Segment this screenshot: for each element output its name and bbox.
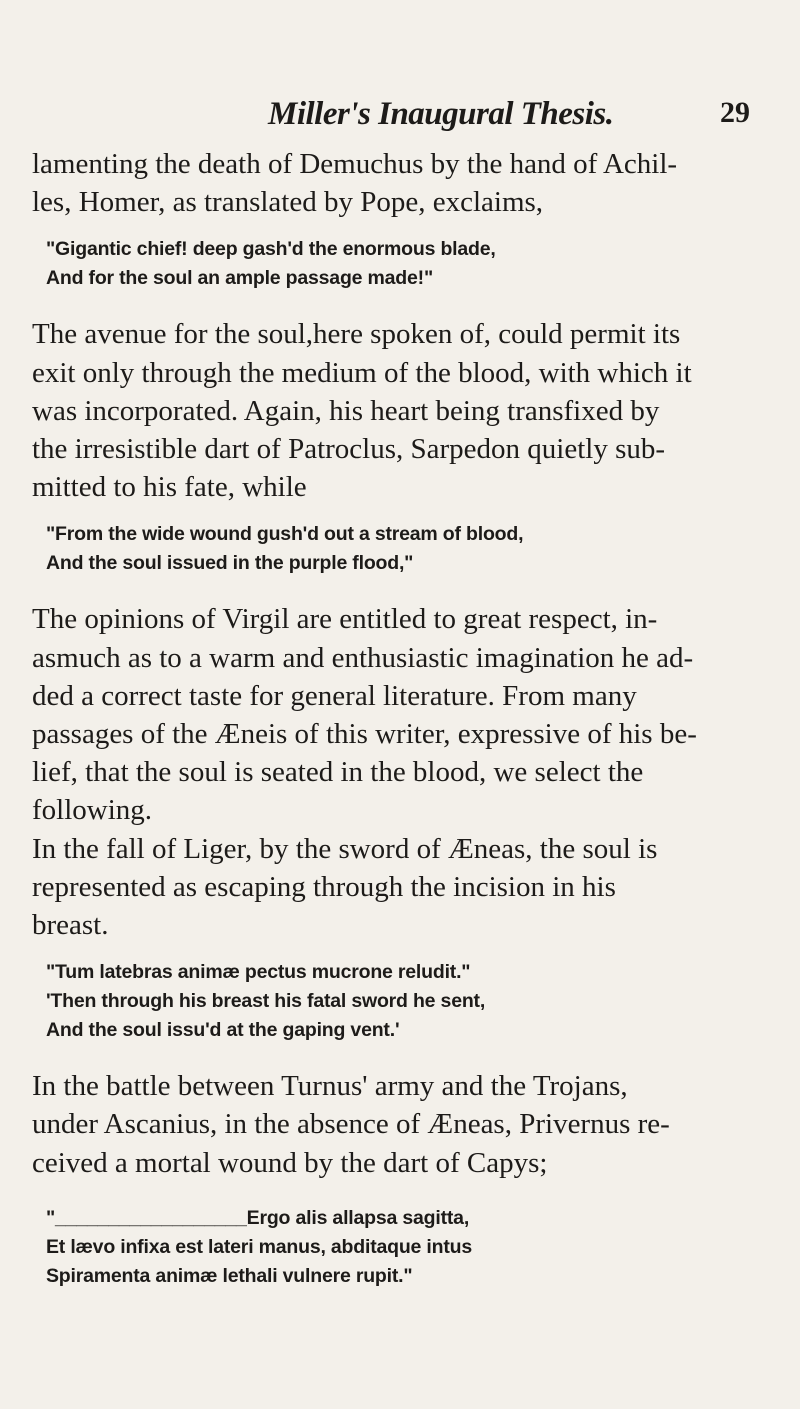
text-line: In the battle between Turnus' army and the Trojans,: [32, 1070, 628, 1103]
quote-line: "From the wide wound gush'd out a stream of blood,: [46, 523, 524, 546]
page-body: [32, 145, 772, 1291]
text-line: les, Homer, as translated by Pope, exclaims,: [32, 186, 544, 219]
text-line: The opinions of Virgil are entitled to great respect, in-: [32, 603, 658, 636]
quote-tum-latebras: [32, 958, 772, 1045]
quote-ergo-alis: [32, 1204, 772, 1291]
paragraph-turnus-battle: [32, 1067, 772, 1182]
quote-line: "__________________Ergo alis allapsa sagitta,: [46, 1206, 470, 1229]
page-number: 29: [720, 96, 750, 129]
page-header: [0, 96, 800, 136]
text-line: under Ascanius, in the absence of Æneas, Privernus re-: [32, 1108, 670, 1141]
text-line: In the fall of Liger, by the sword of Æneas, the soul is: [32, 832, 658, 865]
quote-line: Spiramenta animæ lethali vulnere rupit.": [46, 1264, 413, 1287]
paragraph-avenue-of-soul: [32, 315, 772, 506]
paragraph-homer-intro: [32, 145, 772, 221]
quote-line: 'Then through his breast his fatal sword he sent,: [46, 990, 486, 1013]
quote-pope-gigantic-chief: [32, 235, 772, 293]
paragraph-fall-of-liger: [32, 830, 772, 945]
text-line: asmuch as to a warm and enthusiastic imagination he ad-: [32, 641, 694, 674]
text-line: ceived a mortal wound by the dart of Capys;: [32, 1146, 548, 1179]
quote-line: Et lævo infixa est lateri manus, abditaque intus: [46, 1235, 472, 1258]
text-line: mitted to his fate, while: [32, 471, 307, 504]
text-line: lamenting the death of Demuchus by the hand of Achil-: [32, 148, 678, 180]
text-line: breast.: [32, 909, 109, 942]
quote-line: "Tum latebras animæ pectus mucrone reludit.": [46, 961, 471, 984]
text-line: passages of the Æneis of this writer, expressive of his be-: [32, 718, 697, 751]
quote-line: "Gigantic chief! deep gash'd the enormous blade,: [46, 238, 496, 261]
quote-sarpedon-wound: [32, 520, 772, 578]
quote-line: And the soul issu'd at the gaping vent.': [46, 1019, 400, 1042]
running-title: Miller's Inaugural Thesis.: [268, 96, 614, 132]
text-line: lief, that the soul is seated in the blood, we select the: [32, 756, 644, 789]
text-line: following.: [32, 794, 153, 827]
quote-line: And the soul issued in the purple flood,": [46, 552, 414, 575]
text-line: exit only through the medium of the blood, with which it: [32, 356, 692, 389]
text-line: represented as escaping through the incision in his: [32, 870, 616, 903]
quote-line: And for the soul an ample passage made!": [46, 267, 433, 290]
text-line: was incorporated. Again, his heart being transfixed by: [32, 394, 660, 427]
text-line: The avenue for the soul,here spoken of, could permit its: [32, 318, 681, 351]
paragraph-virgil-opinions: [32, 600, 772, 829]
text-line: ded a correct taste for general literature. From many: [32, 679, 637, 712]
text-line: the irresistible dart of Patroclus, Sarpedon quietly sub-: [32, 433, 666, 466]
